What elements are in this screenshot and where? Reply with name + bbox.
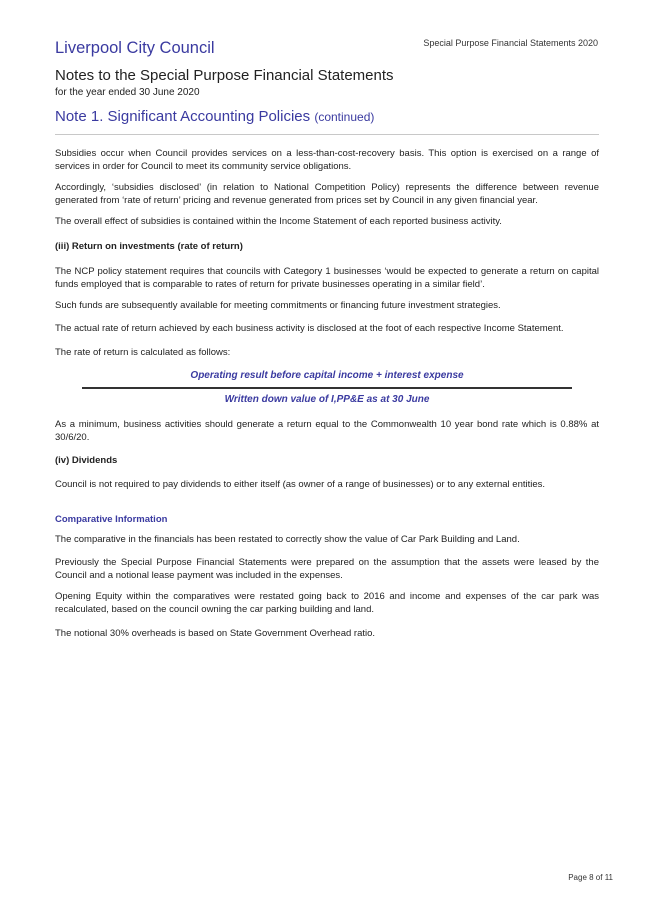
- paragraph-subsidies: Subsidies occur when Council provides services on a less-than-cost-recovery basis. This option is exercised on a range of services in order for Council to meet its community service obligations.: [55, 148, 599, 172]
- paragraph-notional-overheads: The notional 30% overheads is based on State Government Overhead ratio.: [55, 628, 376, 639]
- comparative-information-heading: Comparative Information: [55, 514, 168, 525]
- paragraph-comparative-restated: The comparative in the financials has been restated to correctly show the value of Car Park Building and Land.: [55, 534, 520, 545]
- page-number: Page 8 of 11: [568, 873, 613, 882]
- formula-denominator: Written down value of I,PP&E as at 30 June: [224, 394, 430, 405]
- notes-title: Notes to the Special Purpose Financial Statements: [55, 67, 394, 84]
- paragraph-dividends: Council is not required to pay dividends to either itself (as owner of a range of businesses) or to any external entities.: [55, 479, 546, 490]
- paragraph-subsidies-disclosed: Accordingly, ‘subsidies disclosed’ (in relation to National Competition Policy) represents the difference between revenue generated from ‘rate of return’ pricing and revenue generated from prices set by Council in any given financial year.: [55, 182, 599, 206]
- paragraph-ncp-policy: The NCP policy statement requires that councils with Category 1 businesses ‘would be expected to generate a return on capital funds employed that is comparable to rates of return for private businesses operating in a similar field’.: [55, 266, 599, 290]
- organisation-name: Liverpool City Council: [55, 39, 215, 57]
- formula-numerator: Operating result before capital income + interest expense: [190, 370, 464, 381]
- subheading-return-on-investments: (iii) Return on investments (rate of return): [55, 241, 243, 252]
- note-continued-label: (continued): [314, 110, 375, 124]
- document-title: Special Purpose Financial Statements 2020: [423, 38, 598, 48]
- paragraph-opening-equity: Opening Equity within the comparatives were restated going back to 2016 and income and expenses of the car park was recalculated, based on the council owning the car parking building and land.: [55, 591, 599, 615]
- formula-fraction-line: [82, 387, 572, 389]
- paragraph-actual-rate: The actual rate of return achieved by each business activity is disclosed at the foot of each respective Income Statement.: [55, 323, 564, 334]
- paragraph-funds-available: Such funds are subsequently available for meeting commitments or financing future investment strategies.: [55, 300, 501, 311]
- header-divider: [55, 134, 599, 135]
- note-heading-text: Note 1. Significant Accounting Policies: [55, 108, 311, 125]
- paragraph-minimum-return: As a minimum, business activities should generate a return equal to the Commonwealth 10 year bond rate which is 0.88% at 30/6/20.: [55, 419, 599, 443]
- paragraph-rate-calculation: The rate of return is calculated as follows:: [55, 347, 231, 358]
- paragraph-previously-leased: Previously the Special Purpose Financial Statements were prepared on the assumption that the assets were leased by the Council and a notional lease payment was included in the expenses.: [55, 557, 599, 581]
- paragraph-subsidies-effect: The overall effect of subsidies is contained within the Income Statement of each reported business activity.: [55, 216, 502, 227]
- period-subtitle: for the year ended 30 June 2020: [55, 87, 200, 98]
- subheading-dividends: (iv) Dividends: [55, 455, 118, 466]
- note-heading: [55, 108, 374, 125]
